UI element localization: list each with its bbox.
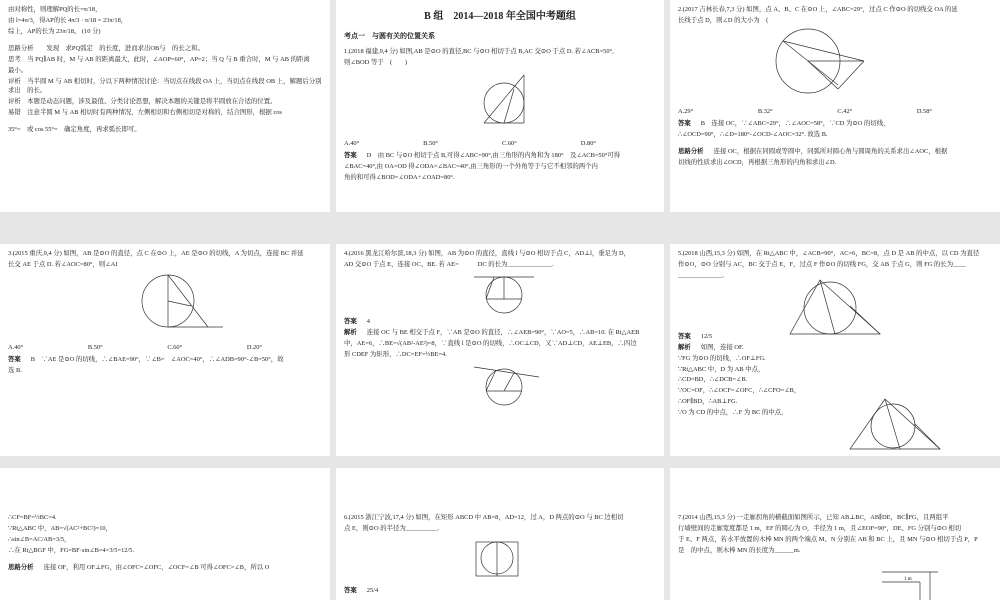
solution-text: ∵OC=OF，∴∠OCF=∠OFC，∴∠CFO=∠B，	[678, 387, 801, 395]
analysis-block	[678, 147, 992, 157]
answer-options	[344, 139, 656, 149]
text-line: 思路分析 发现 求PQ弧定 的长度，进而求出OB与 的长之和。	[8, 44, 204, 52]
text-line: ∴CF=BF=½BC=4.	[8, 514, 57, 521]
answer-text: 角的和可得∠BOD=∠ODA+∠OAD=80°.	[344, 173, 455, 181]
circle-tangent-figure	[678, 27, 992, 105]
page-3	[670, 0, 1000, 212]
option: B.50°	[423, 140, 438, 148]
answer-block	[344, 317, 656, 327]
question-text: 作⊙O，⊙O 分别与 AC，BC 交于点 E，F，过点 F 作⊙O 的切线 FG，交 AB 于点 G，则 FG 的长为____	[678, 260, 966, 268]
figure-label: 1 m	[904, 577, 912, 582]
question-text: 则∠BOD 等于 ( )	[344, 59, 408, 67]
question-text: 7.(2014 山西,15,3 分) 一走廊拐角的横截面如图所示，已知 AB⊥BC，AB∥DE，BC∥FG，且两组平	[678, 514, 949, 521]
answer-block	[678, 119, 992, 129]
option: C.60°	[501, 140, 517, 148]
text-line: ∵Rt△ABC 中，AB=√(AC²+BC²)=10，	[8, 524, 113, 532]
solution-text: 连接 OC 与 BE 相交于点 F，∵AB 是⊙O 的直径，∴∠AEB=90°，∵AO=5，∴AB=10. 在 Rt△AEB	[366, 328, 640, 336]
solution-text: ∵FG 为⊙O 的切线，∴OF⊥FG.	[678, 354, 766, 362]
question-text: 是 的中点，则木棒 MN 的长度为______m.	[678, 546, 801, 554]
solution-text: ∴OF∥BD，∴AB⊥FG.	[678, 398, 738, 406]
question-text: 长交 AE 于点 D. 若∠AOC=80°，则∠AI	[8, 260, 118, 268]
text-line: 由对称性，则理解PQ的长=π/18，	[8, 6, 102, 13]
option: B.32°	[757, 107, 773, 115]
circle-tangent-figure	[344, 69, 660, 137]
answer-text: 12/5	[700, 332, 713, 340]
option: D.58°	[916, 107, 932, 115]
answer-text: D 由 BC 与⊙O 相切于点 B,可得∠ABC=90°,由三角形的内角和为 180° 及∠ACB=50°可得	[366, 152, 621, 160]
analysis-label: 思路分析	[678, 147, 704, 155]
answer-options	[8, 343, 322, 353]
question-text: 6.(2015 浙江宁波,17,4 分) 如图，在矩形 ABCD 中 AB=8，AD=12，过 A，D 两点的⊙O 与 BC 边相切	[344, 514, 624, 521]
answer-label: 答案	[678, 332, 691, 340]
analysis-label: 思路分析	[8, 563, 34, 571]
circle-tangent-figure	[344, 361, 656, 409]
text-line: 易错 注意半圆 M 与 AB 相切时有两种情况，左侧相切和右侧相切是对称的，结合图形，根据 cos	[8, 109, 282, 117]
text-line: 综上，AP的长为 23π/18。 (10 分)	[8, 27, 101, 35]
answer-text: 25/4	[366, 587, 379, 594]
option: C.60°	[167, 343, 183, 351]
text-line: 由 l=4π/3，得AP的长 4π/3 · π/18 = 23π/18，	[8, 16, 128, 24]
solution-text: 形 CDEF 为矩形，∴DC=EF=½BE=4.	[344, 350, 447, 358]
answer-label: 答案	[344, 152, 357, 160]
answer-label: 答案	[344, 317, 357, 325]
answer-text: B 连接 OC，∵∠ABC=29°，∴∠AOC=58°，∵CD 为⊙O 的切线，	[700, 119, 890, 127]
page-8	[336, 468, 664, 600]
page-4	[0, 244, 330, 456]
answer-label: 答案	[8, 355, 21, 363]
page-5	[336, 244, 664, 456]
page-title: B 组 2014—2018 年全国中考题组	[424, 11, 576, 22]
text-line: ∴在 Rt△BGF 中，FG=BF·sin∠B=4×3/5=12/5.	[8, 546, 135, 554]
option: A.29°	[678, 107, 694, 115]
text-line: 评析 本题是动态问题，涉及最值、分类讨论思想，解决本题的关键是将半圆放在合适的位置。	[8, 98, 277, 106]
answer-text: ∴∠OCD=90°，∴∠D=180°-∠OCD-∠AOC=32°. 故选 B.	[678, 130, 828, 138]
question-text: 于 E、F 两点，若水平放置的木棒 MN 的两个端点 M、N 分别在 AB 和 BC 上，且 MN 与⊙O 相切于点 P，P	[678, 535, 978, 543]
triangle-circle-figure	[845, 394, 945, 454]
circle-tangent-figure	[344, 271, 656, 317]
question-text: 长线于点 D，则∠D 的大小为 (	[678, 16, 769, 24]
answer-text: 选 B.	[8, 366, 22, 374]
answer-label: 答案	[678, 119, 691, 127]
question-text: 4.(2016 黑龙江哈尔滨,18,3 分) 如图，AB 为⊙O 的直径，直线 l 与⊙O 相切于点 C，AD⊥l，垂足为 D，	[344, 250, 631, 257]
analysis-block	[8, 563, 322, 573]
option: D.80°	[580, 140, 596, 148]
corridor-figure	[880, 568, 940, 600]
circle-tangent-figure	[8, 271, 322, 341]
answer-block	[8, 355, 322, 365]
solution-block	[344, 328, 656, 338]
rectangle-circle-figure	[336, 538, 648, 582]
option: C.42°	[837, 107, 853, 115]
answer-text: B ∵AE 是⊙O 的切线，∴∠BAE=90°，∵∠B= ∠AOC=40°，∴∠ADB=90°-∠B=50°，故	[30, 355, 284, 363]
option: B.50°	[87, 343, 103, 351]
question-text: 1.(2018 福建,9,4 分) 如图,AB 是⊙O 的直径,BC 与⊙O 相切于点 B,AC 交⊙O 于点 D. 若∠ACB=50°,	[344, 48, 614, 56]
question-text: 3.(2015 重庆,9,4 分) 如图，AB 是⊙O 的直径，点 C 在⊙O 上，AE 是⊙O 的切线，A 为切点，连接 BC 并延	[8, 250, 304, 257]
page-1	[0, 0, 330, 212]
text-line: 评析 当半圆 M 与 AB 相切时，分以下两种情况讨论：当切点在线段 OA 上，当切点在线段 OB 上，解题后分别求出 的长。	[8, 77, 322, 95]
triangle-circle-figure	[770, 276, 1000, 336]
analysis-text: 连接 OF，利用 OF⊥FG，由∠OFC=∠OFC，∠OCF=∠B 可得∠OFC=∠B，所以 O	[43, 563, 270, 571]
solution-text: ∵O 为 CD 的中点，∴F 为 BC 的中点，	[678, 409, 788, 417]
option: A.40°	[8, 343, 24, 351]
answer-text: ∠BAC=40°,由 OA=OD 得∠ODA=∠BAC=40°,由三角形的一个外角等于与它不相邻的两个内	[344, 163, 598, 171]
solution-block	[678, 343, 992, 353]
page-6	[670, 244, 1000, 456]
text-line: 35°= 或 cos 55°= 确定角度，再求弧长即可。	[8, 126, 141, 134]
section-heading: 考点一 与圆有关的位置关系	[344, 31, 435, 40]
option: A.40°	[344, 140, 360, 148]
question-text: AD 交⊙O 于点 E，连接 OC、BE. 若 AE= DC 的长为______________.	[344, 260, 554, 268]
question-text: 点 E，则⊙O 的半径为__________.	[344, 524, 440, 532]
analysis-text: 切线的性质求出∠OCD，再根据三角形的内角和求出∠D.	[678, 158, 837, 166]
page-9	[670, 468, 1000, 600]
question-text: 2.(2017 吉林长春,7,3 分) 如图，点 A、B、C 在⊙O 上，∠ABC=29°，过点 C 作⊙O 的切线交 OA 的延	[678, 6, 958, 13]
question-text: 5.(2018 山西,15,3 分) 如图，在 Rt△ABC 中，∠ACB=90°，AC=6，BC=8，点 D 是 AB 的中点，以 CD 为直径	[678, 250, 980, 257]
answer-label: 答案	[344, 587, 357, 594]
solution-text: 如图，连接 OF.	[700, 343, 744, 351]
solution-text: ∵Rt△ABC 中，D 为 AB 中点，	[678, 365, 765, 373]
page-2	[336, 0, 664, 212]
question-text: 行墙壁间的走廊宽度都是 1 m，EF 的圆心为 O，半径为 1 m，且∠EOF=90°，DE、FG 分别与⊙O 相切	[678, 524, 962, 532]
answer-options	[678, 107, 992, 117]
question-text: ______________.	[678, 271, 725, 279]
page-7	[0, 468, 330, 600]
text-line: 思考 当 PQ∥AB 时，M 与 AB 的距离最大，此时，∠AOP=60°，AP=2；当 Q 与 B 重合时，M 与 AB 的距离	[8, 55, 310, 63]
answer-text: 4	[366, 317, 370, 325]
analysis-text: 连接 OC，根据在同圆或等圆中，同弧所对圆心角与圆周角的关系求出∠AOC，根据	[713, 147, 948, 155]
answer-block	[344, 151, 656, 161]
option: D.20°	[246, 343, 262, 351]
solution-label: 解析	[678, 343, 691, 351]
text-line: 最小。	[8, 66, 28, 74]
solution-label: 解析	[344, 328, 357, 336]
solution-text: 中，AE=6，∴BE=√(AB²-AE²)=8，∵直线 l 是⊙O 的切线，∴OC⊥CD，又∵AD⊥CD，AE⊥EB，∴四边	[344, 339, 637, 347]
solution-text: ∴CD=BD，∴∠DCB=∠B.	[678, 376, 748, 384]
text-line: ∴sin∠B=AC/AB=3/5，	[8, 535, 71, 543]
